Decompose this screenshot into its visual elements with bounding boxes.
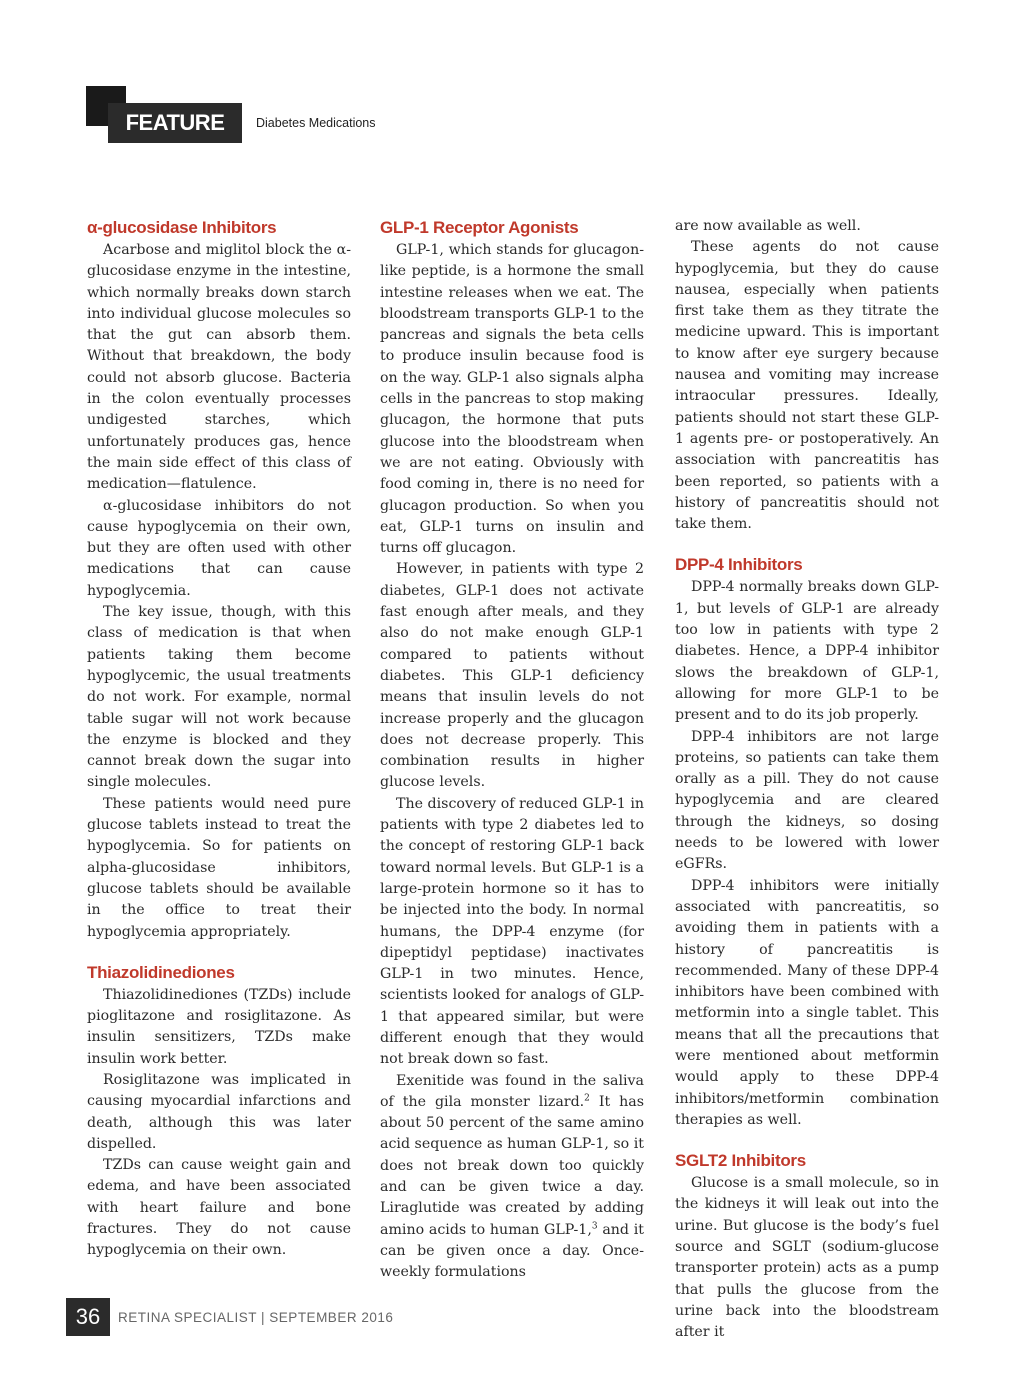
reference-marker: 2 bbox=[584, 1093, 590, 1104]
paragraph: These agents do not cause hypoglycemia, but they do cause nausea, especially when patients first take them as they titrate the medicine upward. This is important to know after eye surgery because nausea and vomiting may increase intraocular pressures. Ideally, patients should not start these GLP-1 agents pre- or postoperatively. An association with pancreatitis has been reported, so patients with a history of pancreatitis should not take them. bbox=[675, 239, 939, 533]
paragraph: The discovery of reduced GLP-1 in patients with type 2 diabetes led to the concept of restoring GLP-1 back toward normal levels. But GLP-1 is a large-protein hormone so it has to be injected into the body. In normal humans, the DPP-4 enzyme (for dipeptidyl peptidase) inactivates GLP-1 in two minutes. Hence, scientists looked for analogs of GLP-1 that appeared similar, but were different enough that they would not break down so fast. bbox=[380, 795, 644, 1068]
reference-marker: 3 bbox=[591, 1220, 598, 1231]
section-label: FEATURE bbox=[108, 103, 242, 143]
paragraph-text: Exenitide was found in the saliva of the gila monster lizard. bbox=[380, 1072, 644, 1110]
paragraph-text: and it can be given once a day. Once-weekly formulations bbox=[380, 1221, 644, 1281]
paragraph bbox=[380, 1071, 644, 1284]
section-topic: Diabetes Medications bbox=[256, 116, 376, 130]
heading-glp1-receptor-agonists: GLP-1 Receptor Agonists bbox=[380, 218, 579, 237]
paragraph: Thiazolidinediones (TZDs) include pioglitazone and rosiglitazone. As insulin sensitizers, TZDs make insulin work better. bbox=[87, 986, 351, 1067]
paragraph: However, in patients with type 2 diabetes, GLP-1 does not activate fast enough after meals, and they also do not make enough GLP-1 compared to patients without diabetes. This GLP-1 deficiency means that insulin levels do not increase properly and the glucagon does not decrease properly. This combination results in higher glucose levels. bbox=[380, 561, 644, 791]
paragraph: TZDs can cause weight gain and edema, and have been associated with heart failure and bone fractures. They do not cause hypoglycemia on their own. bbox=[87, 1157, 351, 1259]
page-number: 36 bbox=[66, 1298, 110, 1336]
paragraph: These patients would need pure glucose tablets instead to treat the hypoglycemia. So for patients on alpha-glucosidase inhibitors, glucose tablets should be available in the office to treat their hypoglycemia appropriately. bbox=[87, 795, 351, 940]
paragraph: α-glucosidase inhibitors do not cause hypoglycemia on their own, but they are often used with other medications that can cause hypoglycemia. bbox=[87, 497, 351, 599]
paragraph: DPP-4 inhibitors are not large proteins, so patients can take them orally as a pill. They do not cause hypoglycemia and are cleared through the kidneys, so dosing needs to be lowered with lower eGFRs. bbox=[675, 728, 939, 873]
heading-sglt2-inhibitors: SGLT2 Inhibitors bbox=[675, 1151, 806, 1171]
paragraph: The key issue, though, with this class of medication is that when patients taking them become hypoglycemic, the usual treatments do not work. For example, normal table sugar will not work because the enzyme is blocked and they cannot break down the sugar into single molecules. bbox=[87, 604, 351, 791]
column-2 bbox=[380, 216, 644, 1284]
publication-footer: RETINA SPECIALIST | SEPTEMBER 2016 bbox=[118, 1310, 394, 1325]
paragraph: DPP-4 normally breaks down GLP-1, but levels of GLP-1 are already too low in patients with type 2 diabetes. Hence, a DPP-4 inhibitor slows the breakdown of GLP-1, allowing for more GLP-1 to be present and to do its job properly. bbox=[675, 579, 939, 724]
heading-alpha-glucosidase: α-glucosidase Inhibitors bbox=[87, 218, 277, 237]
heading-thiazolidinediones: Thiazolidinediones bbox=[87, 962, 235, 982]
heading-dpp4-inhibitors: DPP-4 Inhibitors bbox=[675, 555, 803, 575]
paragraph: Acarbose and miglitol block the α-glucosidase enzyme in the intestine, which normally breaks down starch into individual glucose molecules so that the gut can absorb them. Without that breakdown, the body could not absorb glucose. Bacteria in the colon eventually processes undigested starches, which unfortunately produces gas, hence the main side effect of this class of medication—flatulence. bbox=[87, 242, 351, 493]
paragraph: Glucose is a small molecule, so in the kidneys it will leak out into the urine. But glucose is the body’s fuel source and SGLT (sodium-glucose transporter protein) acts as a pump that pulls the glucose from the urine back into the bloodstream after it bbox=[675, 1175, 939, 1341]
paragraph-continuation: are now available as well. bbox=[675, 218, 861, 234]
paragraph-text: It has about 50 percent of the same amino acid sequence as human GLP-1, so it does not break down too quickly and can be given twice a day. Liraglutide was created by adding amino acids to human GLP-1, bbox=[380, 1093, 645, 1238]
column-3 bbox=[675, 216, 939, 1344]
column-1 bbox=[87, 216, 351, 1262]
paragraph: GLP-1, which stands for glucagon-like peptide, is a hormone the small intestine releases when we eat. The bloodstream transports GLP-1 to the pancreas and signals the beta cells to produce insulin because food is on the way. GLP-1 also signals alpha cells in the pancreas to stop making glucagon, the hormone that puts glucose into the bloodstream when we are not eating. Obviously with food coming in, there is no need for glucagon production. So when you eat, GLP-1 turns on insulin and turns off glucagon. bbox=[380, 242, 644, 557]
paragraph: DPP-4 inhibitors were initially associated with pancreatitis, so avoiding them in patients with a history of pancreatitis is recommended. Many of these DPP-4 inhibitors have been combined with metformin into a single tablet. This means that all the precautions that were mentioned about metformin would apply to these DPP-4 inhibitors/metformin combination therapies as well. bbox=[675, 877, 939, 1128]
paragraph: Rosiglitazone was implicated in causing myocardial infarctions and death, although this was later dispelled. bbox=[87, 1071, 351, 1152]
